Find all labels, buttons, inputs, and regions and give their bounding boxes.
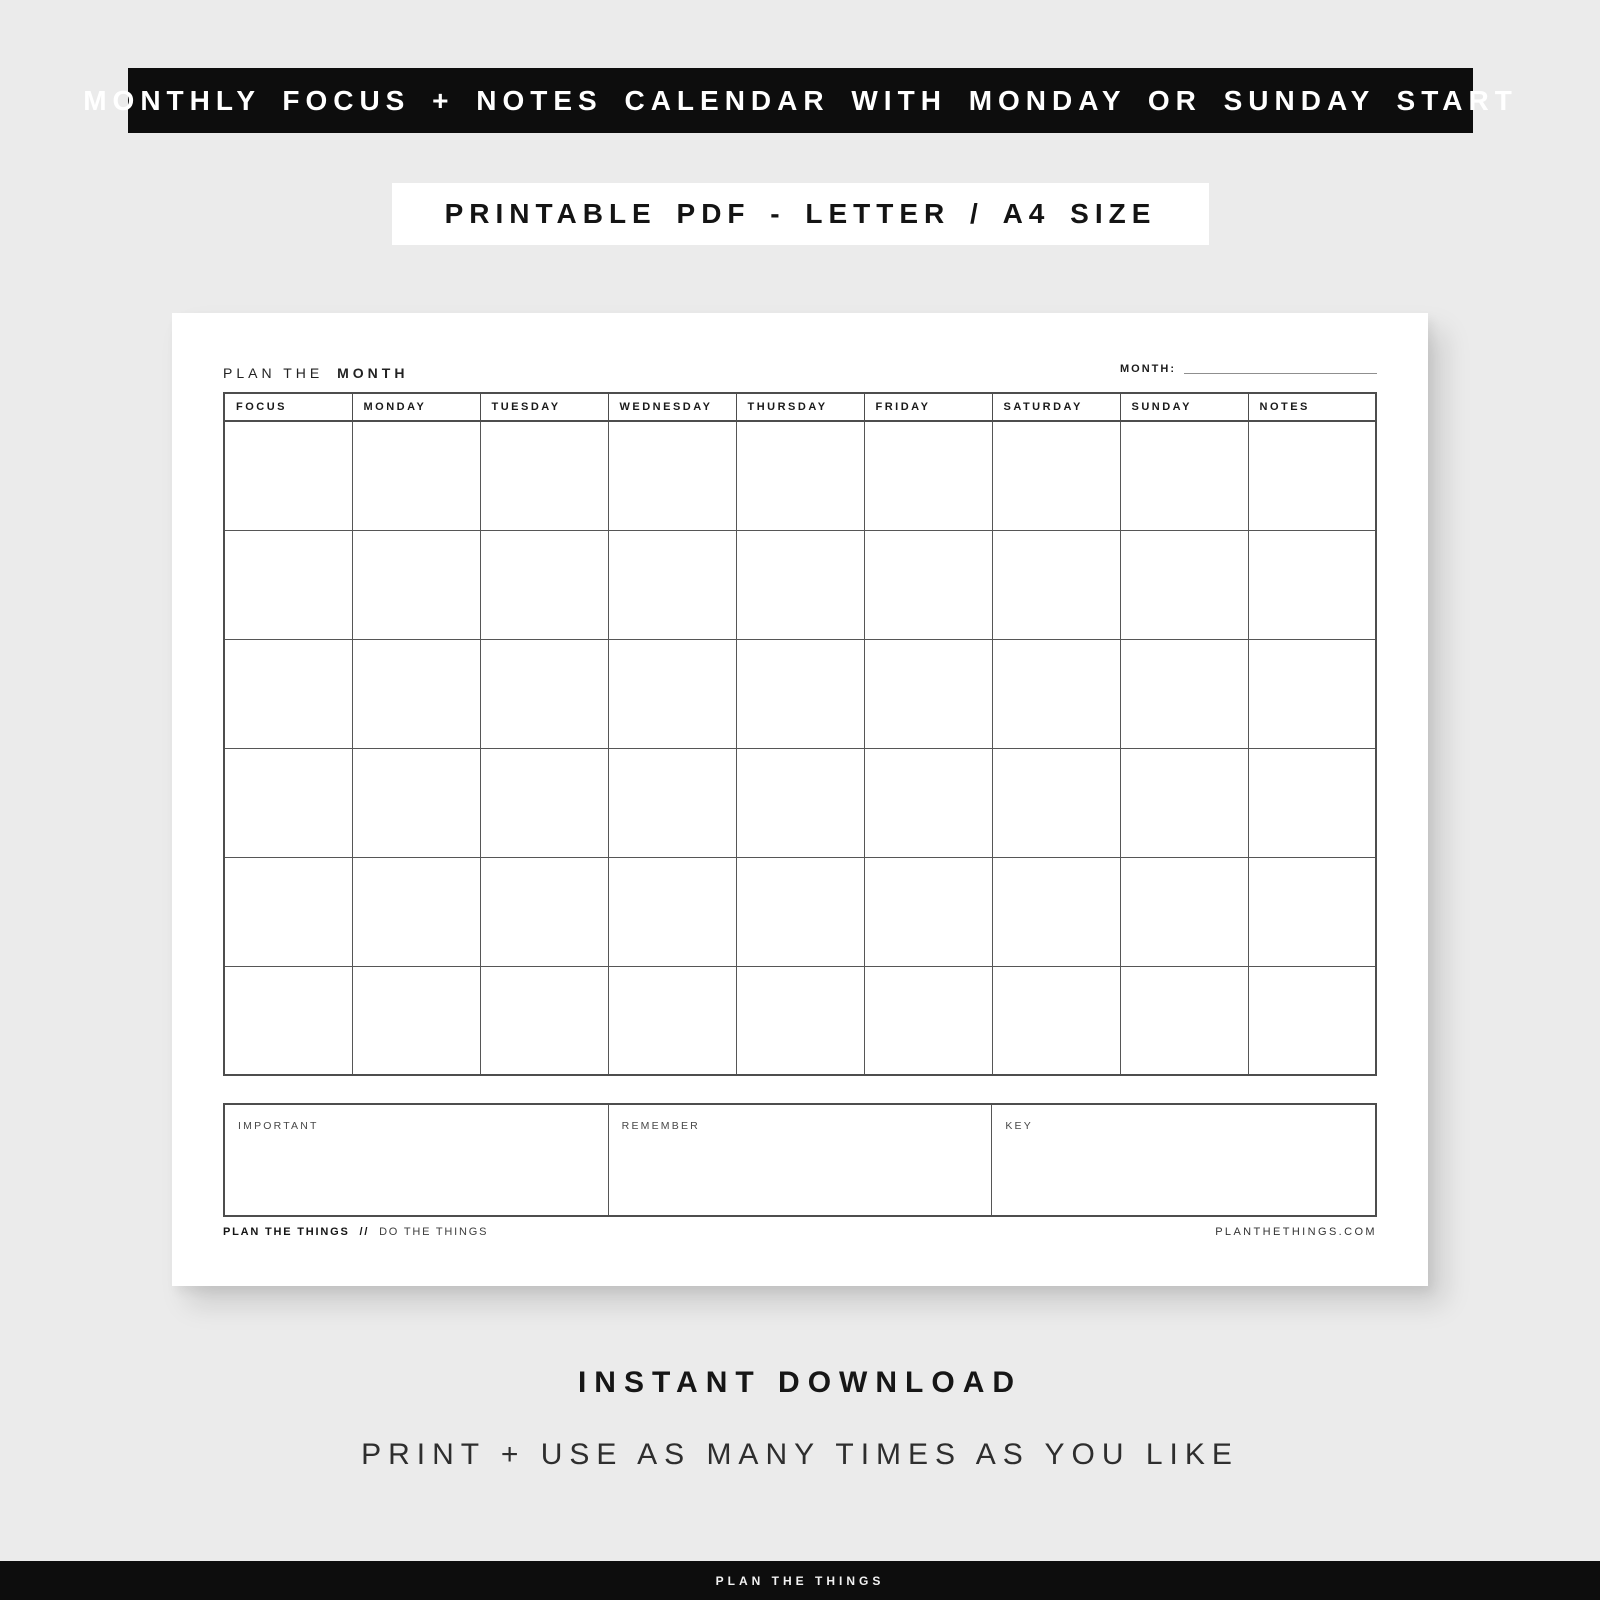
print-use-subline: PRINT + USE AS MANY TIMES AS YOU LIKE bbox=[361, 1438, 1239, 1471]
calendar-cell bbox=[992, 530, 1120, 639]
calendar-cell bbox=[1120, 857, 1248, 966]
key-box-label: KEY bbox=[1005, 1120, 1033, 1132]
calendar-cell bbox=[608, 857, 736, 966]
month-label: MONTH: bbox=[1120, 363, 1176, 375]
calendar-cell bbox=[864, 966, 992, 1075]
calendar-cell bbox=[608, 639, 736, 748]
calendar-cell bbox=[1248, 857, 1376, 966]
calendar-cell bbox=[864, 639, 992, 748]
calendar-cell bbox=[352, 857, 480, 966]
calendar-header-monday: MONDAY bbox=[352, 393, 480, 421]
format-band bbox=[392, 183, 1209, 245]
calendar-cell bbox=[992, 748, 1120, 857]
important-box bbox=[225, 1105, 609, 1215]
paper-footer bbox=[223, 1226, 1377, 1238]
calendar-header-thursday: THURSDAY bbox=[736, 393, 864, 421]
instant-download-headline: INSTANT DOWNLOAD bbox=[577, 1366, 1023, 1399]
calendar-cell bbox=[992, 857, 1120, 966]
calendar-header-sunday: SUNDAY bbox=[1120, 393, 1248, 421]
calendar-cell bbox=[480, 421, 608, 530]
bottom-bar-label: PLAN THE THINGS bbox=[715, 1573, 885, 1588]
format-band-label: PRINTABLE PDF - LETTER / A4 SIZE bbox=[444, 198, 1157, 229]
top-banner bbox=[83, 68, 1518, 133]
calendar-cell bbox=[864, 421, 992, 530]
calendar-cell bbox=[1120, 421, 1248, 530]
calendar-cell bbox=[992, 966, 1120, 1075]
calendar-cell bbox=[1120, 748, 1248, 857]
month-fill-in-line bbox=[1184, 373, 1377, 374]
calendar-header-friday: FRIDAY bbox=[864, 393, 992, 421]
calendar-cell bbox=[864, 748, 992, 857]
calendar-row bbox=[224, 639, 1376, 748]
calendar-cell bbox=[224, 748, 352, 857]
calendar-cell bbox=[1248, 530, 1376, 639]
calendar-cell bbox=[608, 748, 736, 857]
paper-title bbox=[223, 365, 408, 381]
calendar-row bbox=[224, 748, 1376, 857]
calendar-cell bbox=[480, 857, 608, 966]
calendar-cell bbox=[608, 421, 736, 530]
footer-brand: PLAN THE THINGS bbox=[223, 1226, 350, 1238]
month-field bbox=[1120, 363, 1377, 376]
paper-sheet bbox=[172, 313, 1428, 1286]
calendar-cell bbox=[736, 966, 864, 1075]
key-box bbox=[992, 1105, 1375, 1215]
calendar-cell bbox=[480, 530, 608, 639]
calendar-cell bbox=[1248, 421, 1376, 530]
calendar-cell bbox=[1248, 639, 1376, 748]
calendar-cell bbox=[224, 966, 352, 1075]
calendar-body bbox=[224, 421, 1376, 1075]
calendar-cell bbox=[224, 639, 352, 748]
calendar-cell bbox=[352, 748, 480, 857]
calendar-cell bbox=[480, 966, 608, 1075]
calendar-header-wednesday: WEDNESDAY bbox=[608, 393, 736, 421]
calendar-cell bbox=[480, 748, 608, 857]
calendar-cell bbox=[864, 857, 992, 966]
footer-separator: // bbox=[359, 1226, 370, 1238]
calendar-header-focus: FOCUS bbox=[224, 393, 352, 421]
calendar-cell bbox=[608, 966, 736, 1075]
calendar-row bbox=[224, 966, 1376, 1075]
calendar-cell bbox=[992, 639, 1120, 748]
calendar-cell bbox=[608, 530, 736, 639]
calendar-row bbox=[224, 530, 1376, 639]
notes-boxes-row bbox=[223, 1103, 1377, 1217]
calendar-cell bbox=[352, 966, 480, 1075]
footer-tagline: DO THE THINGS bbox=[379, 1226, 489, 1238]
calendar-header-tuesday: TUESDAY bbox=[480, 393, 608, 421]
paper-title-bold: MONTH bbox=[337, 365, 409, 381]
paper-title-light: PLAN THE bbox=[223, 365, 324, 381]
calendar-cell bbox=[736, 530, 864, 639]
calendar-cell bbox=[1248, 748, 1376, 857]
calendar-cell bbox=[352, 530, 480, 639]
calendar-cell bbox=[1120, 530, 1248, 639]
calendar-cell bbox=[1120, 639, 1248, 748]
calendar-cell bbox=[224, 530, 352, 639]
calendar-cell bbox=[864, 530, 992, 639]
calendar-cell bbox=[992, 421, 1120, 530]
remember-box bbox=[609, 1105, 993, 1215]
calendar-cell bbox=[736, 639, 864, 748]
calendar-cell bbox=[224, 421, 352, 530]
calendar-cell bbox=[352, 639, 480, 748]
calendar-table bbox=[223, 392, 1377, 1076]
top-banner-label: MONTHLY FOCUS + NOTES CALENDAR WITH MONDAY OR SUNDAY START bbox=[83, 84, 1518, 116]
footer-url: PLANTHETHINGS.COM bbox=[1215, 1226, 1377, 1238]
calendar-header-saturday: SATURDAY bbox=[992, 393, 1120, 421]
bottom-bar bbox=[0, 1561, 1600, 1600]
calendar-header-row bbox=[224, 393, 1376, 421]
remember-box-label: REMEMBER bbox=[621, 1120, 700, 1132]
calendar-row bbox=[224, 421, 1376, 530]
important-box-label: IMPORTANT bbox=[238, 1120, 319, 1132]
calendar-cell bbox=[480, 639, 608, 748]
calendar-cell bbox=[736, 421, 864, 530]
calendar-header-notes: NOTES bbox=[1248, 393, 1376, 421]
paper-footer-left bbox=[223, 1226, 488, 1238]
calendar-cell bbox=[736, 857, 864, 966]
calendar-cell bbox=[224, 857, 352, 966]
calendar-cell bbox=[1248, 966, 1376, 1075]
calendar-cell bbox=[1120, 966, 1248, 1075]
calendar-row bbox=[224, 857, 1376, 966]
calendar-cell bbox=[736, 748, 864, 857]
calendar-cell bbox=[352, 421, 480, 530]
